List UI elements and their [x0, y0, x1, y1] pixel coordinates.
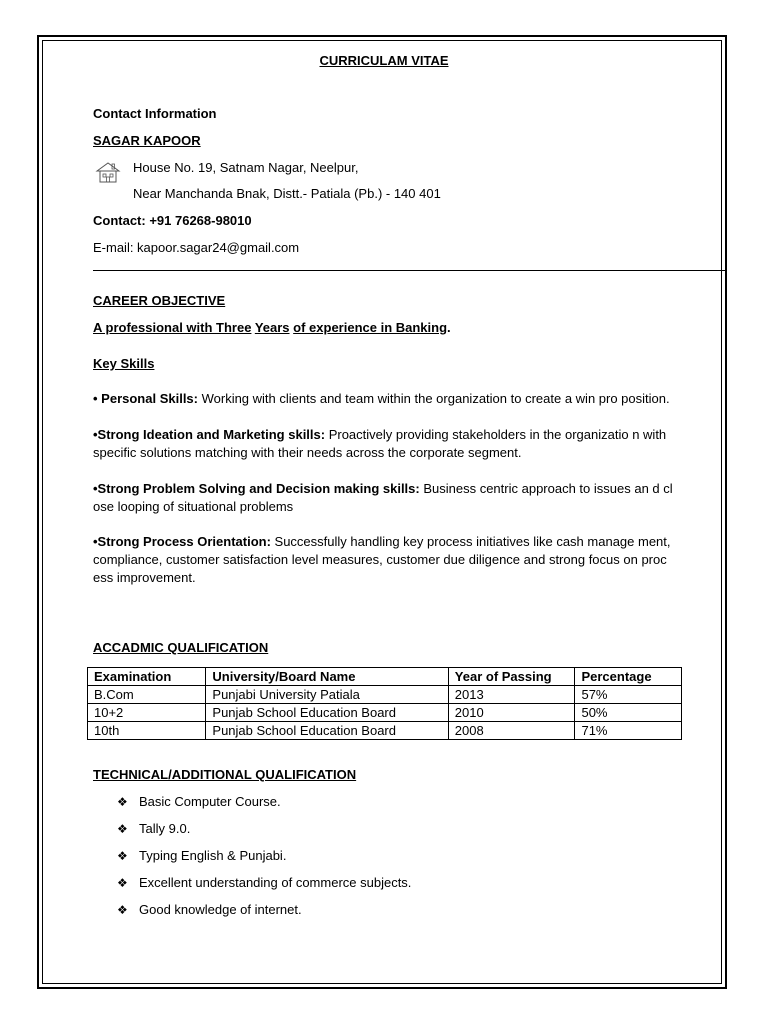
column-header: Year of Passing [448, 668, 575, 686]
column-header: Examination [88, 668, 206, 686]
table-cell: 2013 [448, 686, 575, 704]
table-cell: 2010 [448, 704, 575, 722]
diamond-bullet-icon: ❖ [117, 849, 128, 863]
contact-section-label: Contact Information [93, 106, 217, 121]
skill-text: Successfully handling key process initiatives like cash manage ment, compliance, customer satisfaction level measures, customer due diligence and strong focus on process improvement. [93, 534, 671, 585]
skill-title: •Strong Problem Solving and Decision making skills: [93, 481, 420, 496]
diamond-bullet-icon: ❖ [117, 795, 128, 809]
skill-item [93, 533, 673, 587]
skill-text: Business centric approach to issues an d close looping of situational problems [93, 481, 673, 514]
list-item [117, 902, 302, 918]
objective-end: . [447, 320, 451, 335]
list-item [117, 848, 286, 864]
contact-phone: Contact: +91 76268-98010 [93, 213, 252, 228]
list-item [117, 875, 411, 891]
table-cell: 57% [575, 686, 682, 704]
key-skills-heading: Key Skills [93, 356, 155, 371]
document-title: CURRICULAM VITAE [319, 53, 449, 68]
table-row [88, 722, 682, 740]
list-item-text: Basic Computer Course. [139, 794, 281, 809]
table-row [88, 686, 682, 704]
diamond-bullet-icon: ❖ [117, 903, 128, 917]
academic-heading: ACCADMIC QUALIFICATION [93, 640, 269, 655]
skill-title: •Strong Ideation and Marketing skills: [93, 427, 326, 442]
table-row [88, 704, 682, 722]
skill-item [93, 390, 673, 408]
table-header-row [88, 668, 682, 686]
skill-item [93, 426, 673, 462]
list-item [117, 794, 281, 810]
column-header: University/Board Name [206, 668, 448, 686]
technical-heading: TECHNICAL/ADDITIONAL QUALIFICATION [93, 767, 357, 782]
diamond-bullet-icon: ❖ [117, 822, 128, 836]
table-cell: 50% [575, 704, 682, 722]
address-line-2: Near Manchanda Bnak, Distt.- Patiala (Pb.) - 140 401 [133, 186, 441, 201]
skill-text: Working with clients and team within the organization to create a win pro position. [197, 391, 670, 406]
skill-title: • Personal Skills: [93, 391, 198, 406]
list-item-text: Excellent understanding of commerce subjects. [139, 875, 412, 890]
academic-table [87, 667, 682, 740]
skill-item [93, 480, 673, 516]
objective-part-1: A professional with Three [93, 320, 252, 335]
list-item-text: Typing English & Punjabi. [139, 848, 287, 863]
skill-text: Proactively providing stakeholders in the organizatio n with specific solutions matching with their needs across the corporate segment. [93, 427, 667, 460]
table-cell: Punjab School Education Board [206, 722, 448, 740]
table-cell: Punjabi University Patiala [206, 686, 448, 704]
table-cell: 2008 [448, 722, 575, 740]
candidate-name: SAGAR KAPOOR [93, 133, 201, 148]
contact-email: E-mail: kapoor.sagar24@gmail.com [93, 240, 300, 255]
table-cell: 71% [575, 722, 682, 740]
table-cell: Punjab School Education Board [206, 704, 448, 722]
skill-title: •Strong Process Orientation: [93, 534, 271, 549]
table-cell: 10+2 [88, 704, 206, 722]
section-divider [93, 270, 727, 271]
house-icon [95, 160, 121, 184]
objective-part-2: Years [254, 320, 290, 335]
table-cell: B.Com [88, 686, 206, 704]
column-header: Percentage [575, 668, 682, 686]
diamond-bullet-icon: ❖ [117, 876, 128, 890]
list-item-text: Tally 9.0. [139, 821, 191, 836]
objective-part-3: of experience in Banking [293, 320, 448, 335]
address-line-1: House No. 19, Satnam Nagar, Neelpur, [133, 160, 359, 175]
career-objective-text [93, 320, 451, 336]
table-cell: 10th [88, 722, 206, 740]
list-item [117, 821, 190, 837]
list-item-text: Good knowledge of internet. [139, 902, 302, 917]
career-objective-heading: CAREER OBJECTIVE [93, 293, 226, 308]
